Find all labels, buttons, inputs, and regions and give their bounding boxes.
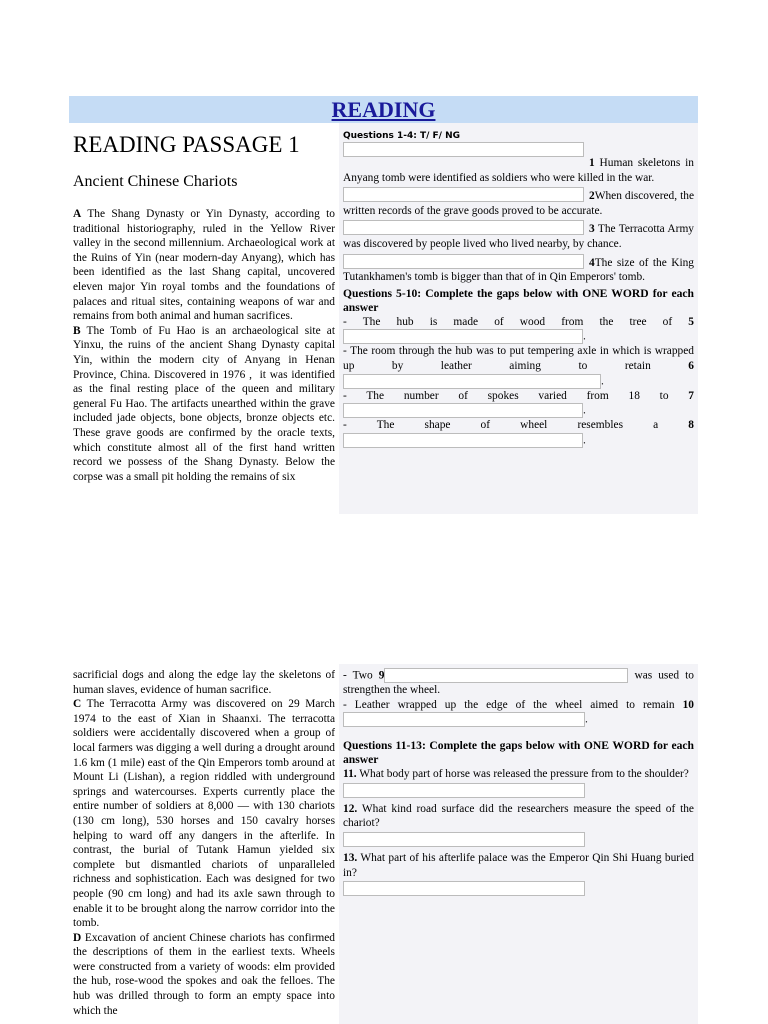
question-7 <box>343 389 694 419</box>
answer-input-9[interactable] <box>384 668 628 683</box>
reading-header-bar <box>69 96 698 123</box>
question-3 <box>343 220 694 251</box>
question-10 <box>343 698 694 728</box>
question-4-number: 4 <box>589 256 595 269</box>
q11-13-heading: Questions 11-13: Complete the gaps below with ONE WORD for each answer <box>343 739 694 767</box>
question-1-line <box>343 156 694 185</box>
question-8-number: 8 <box>688 419 694 432</box>
question-2-number: 2 <box>589 190 595 203</box>
paragraph-c <box>73 697 335 931</box>
question-8 <box>343 418 694 448</box>
answer-input-8[interactable] <box>343 433 583 448</box>
paragraph-b-continued: sacrificial dogs and along the edge lay the skeletons of human slaves, evidence of human sacrifice. <box>73 669 335 696</box>
question-13-number: 13. <box>343 851 358 864</box>
question-9-number: 9 <box>378 669 385 682</box>
question-10-text: - Leather wrapped up the edge of the wheel aimed to remain <box>343 698 675 711</box>
question-2-text: When discovered, the written records of the grave goods proved to be accurate. <box>343 190 694 217</box>
question-4 <box>343 254 694 285</box>
answer-input-10[interactable] <box>343 712 585 727</box>
reading-header-title: READING <box>331 97 436 122</box>
question-8-period: . <box>583 434 586 447</box>
answer-input-5[interactable] <box>343 329 583 344</box>
paragraph-b-letter: B <box>73 324 81 337</box>
passage-text-top <box>73 207 335 512</box>
paragraph-b <box>73 324 335 485</box>
question-8-text: - The shape of wheel resembles a <box>343 419 659 432</box>
question-7-period: . <box>583 404 586 417</box>
question-9-text: - Two <box>343 669 373 682</box>
question-1-text: Human skeletons in Anyang tomb were identified as soldiers who were killed in the war. <box>343 157 694 184</box>
questions-top <box>343 130 694 512</box>
questions-bottom <box>343 668 694 1024</box>
question-5 <box>343 315 694 345</box>
paragraph-c-letter: C <box>73 698 82 711</box>
question-12 <box>343 802 694 831</box>
q1-4-heading: Questions 1-4: T/ F/ NG <box>343 131 461 141</box>
q5-10-heading: Questions 5-10: Complete the gaps below with ONE WORD for each answer <box>343 286 694 314</box>
question-7-number: 7 <box>688 389 694 402</box>
paragraph-a <box>73 207 335 324</box>
question-12-number: 12. <box>343 802 358 815</box>
question-6-number: 6 <box>688 359 694 372</box>
question-6-text: - The room through the hub was to put tempering axle in which is wrapped up by leather aiming to retain <box>343 345 694 372</box>
question-3-number: 3 <box>589 223 595 236</box>
question-2-line <box>343 189 694 218</box>
answer-input-12[interactable] <box>343 832 585 847</box>
question-5-period: . <box>583 330 586 343</box>
question-10-period: . <box>585 713 588 726</box>
question-11-text: What body part of horse was released the pressure from to the shoulder? <box>359 768 689 781</box>
question-6 <box>343 344 694 388</box>
question-4-text: The size of the King Tutankhamen's tomb is bigger than that of in Qin Emperors' tomb. <box>343 256 694 284</box>
paragraph-d <box>73 931 335 1019</box>
paragraph-d-text: Excavation of ancient Chinese chariots has confirmed the descriptions of them in the earliest texts. Wheels were constructed from a variety of woods: elm provided the hub, rose-wood the spokes and oak the felloes. The hub was drilled through to form an empty space into which the <box>73 931 335 1017</box>
question-5-text: - The hub is made of wood from the tree of <box>343 315 673 328</box>
question-11 <box>343 767 694 782</box>
answer-input-6[interactable] <box>343 374 601 389</box>
question-12-text: What kind road surface did the researchers measure the speed of the chariot? <box>343 802 694 830</box>
question-9-text-after: was used to strengthen the wheel. <box>343 669 694 696</box>
question-5-number: 5 <box>688 315 694 328</box>
question-9 <box>343 668 694 698</box>
question-1 <box>343 142 694 185</box>
question-13-text: What part of his afterlife palace was the Emperor Qin Shi Huang buried in? <box>343 851 694 879</box>
question-2 <box>343 187 694 218</box>
question-6-period: . <box>601 374 604 387</box>
question-4-line <box>343 256 694 285</box>
question-3-text: The Terracotta Army was discovered by people lived who lived nearby, by chance. <box>343 223 694 250</box>
paragraph-c-text: The Terracotta Army was discovered on 29 March 1974 to the east of Xian in Shaanxi. The terracotta soldiers were accidentally discovered when a group of local farmers was digging a well during a drought around 1.6 km (1 mile) east of the Qin Emperors tomb around at Mount Li (Lishan), a region riddled with underground springs and watercourses. Experts currently place the entire number of soldiers at 8,000 — with 130 chariots (130 cm long), 530 horses and 150 cavalry horses helping to ward off any dangers in the afterlife. In contrast, the burial of Tutank Hamun yielded six complete but dismantled chariots of unparalleled richness and sophistication. Each was designed for two people (90 cm long) and had its axle sawn through to enable it to be brought along the narrow corridor into the tomb. <box>73 698 335 930</box>
question-7-text: - The number of spokes varied from 18 to <box>343 389 669 402</box>
passage-subtitle: Ancient Chinese Chariots <box>73 173 238 190</box>
paragraph-a-text: The Shang Dynasty or Yin Dynasty, according to traditional historiography, ruled in the Yellow River valley in the second millennium. Archaeological work at the Ruins of Yin (near modern-day Anyang), which has been identified as the last Shang capital, uncovered eleven major Yin royal tombs and the foundations of palaces and ritual sites, containing weapons of war and remains from both animal and human sacrifices. <box>73 208 335 323</box>
answer-input-7[interactable] <box>343 403 583 418</box>
answer-input-1[interactable] <box>343 142 584 157</box>
paragraph-b-text: The Tomb of Fu Hao is an archaeological site at Yinxu, the ruins of the ancient Shang Dynasty capital Yin, within the modern city of Anyang in Henan Province, China. Discovered in 1976 , it was identified as the final resting place of the queen and military general Fu Hao. The artifacts unearthed within the grave included jade objects, bone objects, bronze objects etc. These grave goods are confirmed by the oracle texts, which constitute almost all of the first hand written record we possess of the Shang Dynasty. Below the corpse was a small pit holding the remains of six <box>73 324 335 483</box>
passage-title: READING PASSAGE 1 <box>73 132 300 157</box>
question-11-number: 11. <box>343 768 357 781</box>
question-1-number: 1 <box>589 157 595 169</box>
passage-text-bottom <box>73 668 335 1024</box>
answer-input-11[interactable] <box>343 783 585 798</box>
paragraph-d-letter: D <box>73 931 82 944</box>
answer-input-13[interactable] <box>343 881 585 896</box>
question-10-number: 10 <box>682 698 694 711</box>
question-3-line <box>343 222 694 251</box>
question-13 <box>343 851 694 880</box>
paragraph-a-letter: A <box>73 208 82 220</box>
